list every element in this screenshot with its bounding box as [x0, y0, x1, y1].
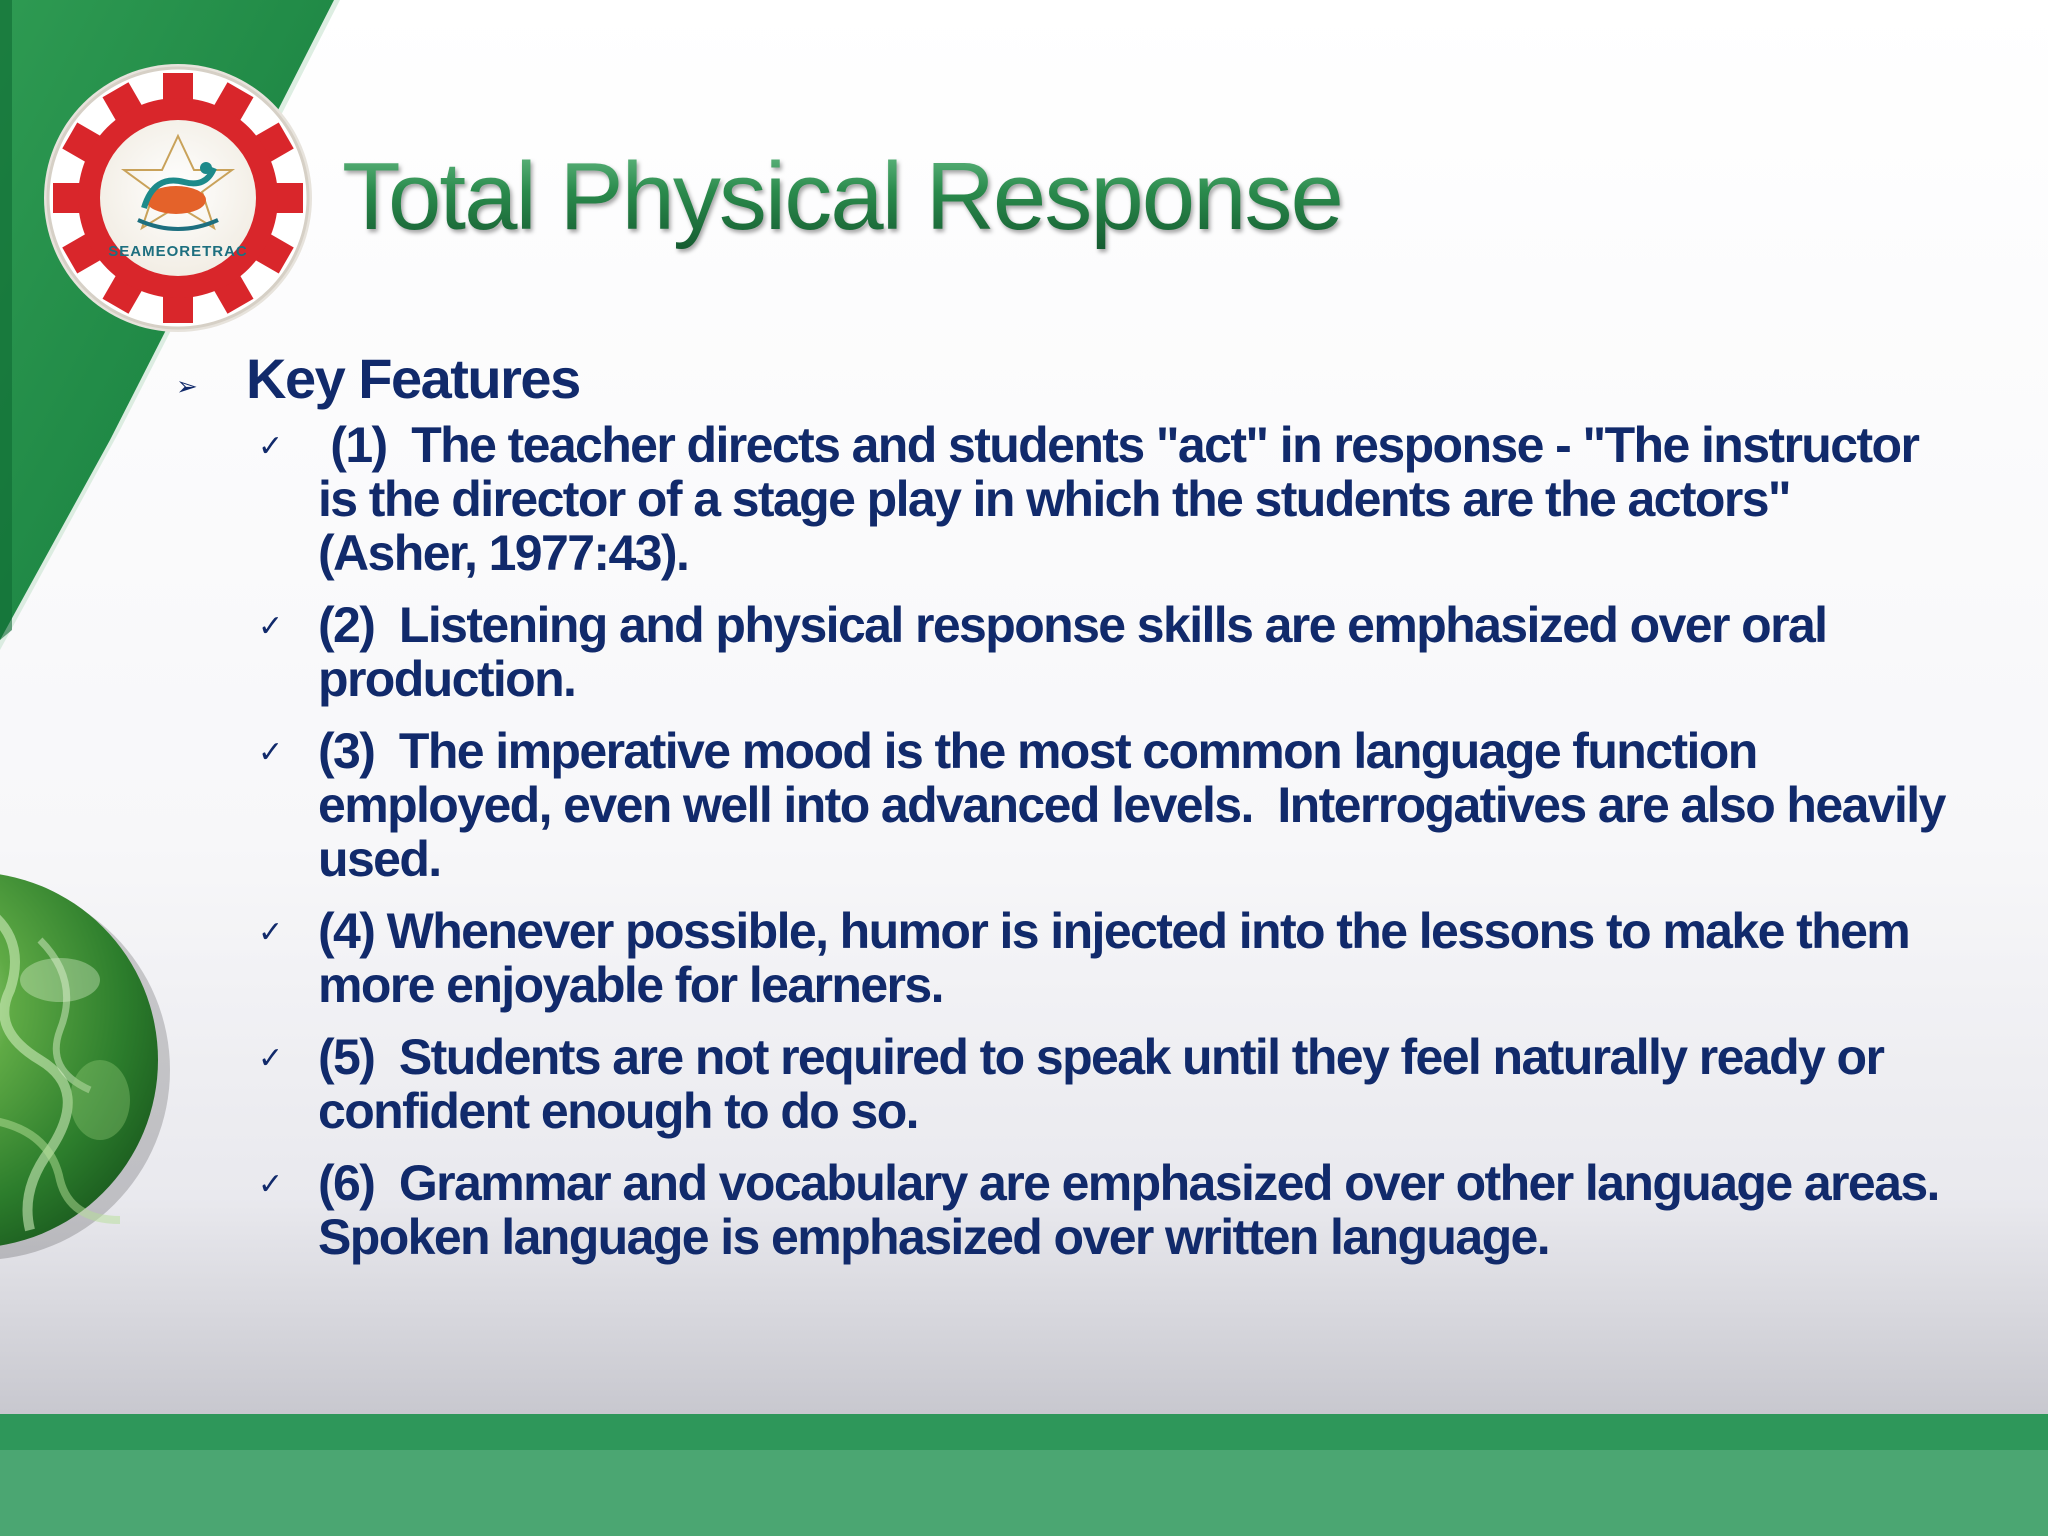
feature-text: (2) Listening and physical response skills are emphasized over oral production. [318, 597, 1839, 707]
feature-item [170, 418, 1950, 580]
check-icon: ✓ [258, 1041, 284, 1076]
feature-list [170, 417, 1964, 1265]
footer-bar [0, 1414, 2048, 1536]
slide-title: Total Physical Response [342, 143, 1342, 250]
svg-text:SEAMEORETRAC: SEAMEORETRAC [108, 243, 248, 260]
feature-text: (1) The teacher directs and students "act" in response - "The instructor is the director of a stage play in which the students are the actors" (Asher, 1977:43). [318, 417, 1931, 581]
feature-item [170, 598, 1950, 706]
feature-text: (5) Students are not required to speak until they feel naturally ready or confident enough to do so. [318, 1029, 1896, 1139]
check-icon: ✓ [258, 429, 284, 464]
globe-icon [0, 872, 170, 1260]
feature-item [170, 904, 1950, 1012]
check-icon: ✓ [258, 1167, 284, 1202]
check-icon: ✓ [258, 735, 284, 770]
feature-text: (6) Grammar and vocabulary are emphasized over other language areas. Spoken language is emphasized over written language. [318, 1155, 1964, 1265]
check-icon: ✓ [258, 609, 284, 644]
feature-text: (3) The imperative mood is the most common language function employed, even well into advanced levels. Interrogatives are also heavily used. [318, 723, 1958, 887]
heading-label: Key Features [246, 347, 580, 410]
key-features-heading [170, 338, 1950, 418]
feature-item [170, 1030, 1950, 1138]
seameoretrac-logo-icon [44, 64, 312, 332]
feature-item [170, 1155, 1964, 1265]
arrow-bullet-icon: ➢ [176, 372, 198, 402]
check-icon: ✓ [258, 915, 284, 950]
slide-content [170, 338, 1964, 1282]
feature-text: (4) Whenever possible, humor is injected into the lessons to make them more enjoyable for learners. [318, 903, 1922, 1013]
feature-item [170, 723, 1958, 887]
